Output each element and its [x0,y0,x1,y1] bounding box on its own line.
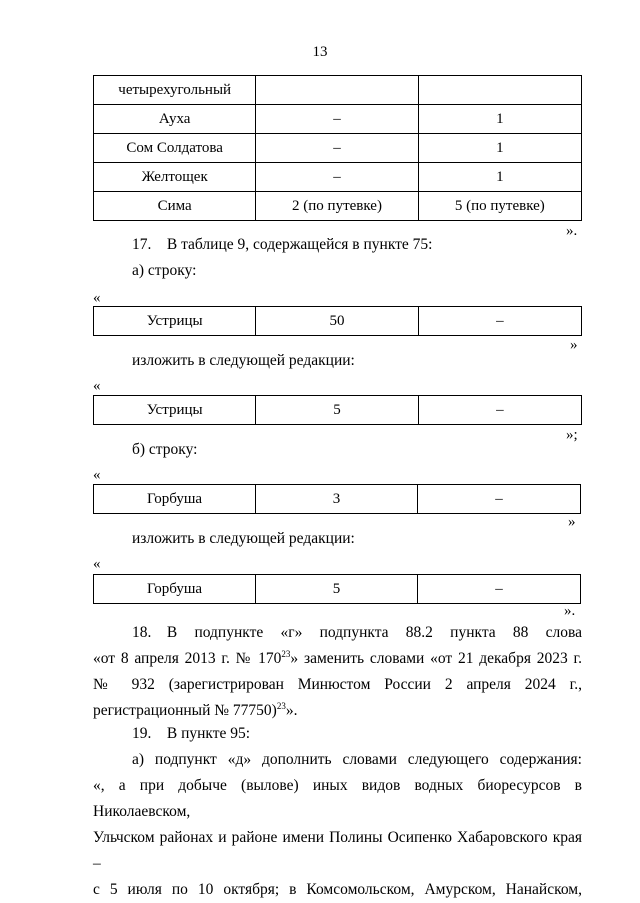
table-row [94,575,581,604]
table-row [94,134,582,163]
table-cell: Желтощек [94,163,256,192]
closing-quote: » [568,514,576,530]
table-cell: Горбуша [94,485,256,514]
item-19-heading: 19. В пункте 95: [132,725,251,742]
table-cell: – [418,396,581,425]
table-cell: Сом Солдатова [94,134,256,163]
table-cell: 3 [256,485,418,514]
footnote-ref: 23 [276,701,286,711]
table-cell: – [418,307,581,336]
closing-quote: ». [566,223,578,239]
closing-quote: »; [566,427,578,443]
table-cell: 2 (по путевке) [256,192,418,221]
table-row [94,485,581,514]
item-17b-label: б) строку: [132,441,198,458]
table-cell: – [418,575,581,604]
paragraph-line: № 932 (зарегистрирован Минюстом России 2 апреля 2024 г., [93,676,582,693]
table-row [94,396,582,425]
table-cell: 5 (по путевке) [418,192,581,221]
table-cell: 1 [418,134,581,163]
table-cell: Устрицы [94,307,256,336]
table-cell: Горбуша [94,575,256,604]
table-cell: – [256,105,418,134]
closing-quote: » [570,337,578,353]
opening-quote: « [93,290,101,306]
text-segment: регистрационный № 77750) [93,702,277,719]
table-row [94,307,582,336]
row-pink-salmon-old [93,484,581,514]
row-oysters-old [93,306,582,336]
paragraph-line: с 5 июля по 10 октября; в Комсомольском, Амурском, Нанайском, [93,881,582,898]
table-cell: 5 [256,575,418,604]
page-number: 13 [312,44,328,60]
paragraph-line: Ульчском районах и районе имени Полины Осипенко Хабаровского края – [93,829,582,872]
table-row [94,192,582,221]
opening-quote: « [93,378,101,394]
replace-label: изложить в следующей редакции: [132,352,355,369]
table-cell: 1 [418,163,581,192]
table-cell: – [256,134,418,163]
table-cell: – [256,163,418,192]
continuation-table [93,75,582,221]
text-segment: ». [285,702,298,719]
item-17-heading: 17. В таблице 9, содержащейся в пункте 75: [132,236,433,253]
table-cell: 50 [256,307,418,336]
paragraph-line: а) подпункт «д» дополнить словами следующего содержания: [132,751,582,768]
opening-quote: « [93,467,101,483]
table-cell [418,76,581,105]
table-cell: четырехугольный [94,76,256,105]
table-row [94,163,582,192]
table-cell: – [418,485,581,514]
paragraph-line [93,646,582,672]
table-cell: Устрицы [94,396,256,425]
closing-quote: ». [564,603,576,619]
row-oysters-new [93,395,582,425]
table-cell: Сима [94,192,256,221]
table-cell: 1 [418,105,581,134]
replace-label: изложить в следующей редакции: [132,530,355,547]
table-cell: Ауха [94,105,256,134]
table-row [94,76,582,105]
table-cell [256,76,418,105]
text-segment: » заменить словами «от 21 декабря 2023 г. [290,650,582,667]
table-cell: 5 [256,396,418,425]
item-17a-label: а) строку: [132,262,197,279]
paragraph-line: «, а при добыче (вылове) иных видов водных биоресурсов в Николаевском, [93,777,582,820]
item-18-paragraph [93,620,582,724]
row-pink-salmon-new [93,574,581,604]
paragraph-line: 18. В подпункте «г» подпункта 88.2 пункта 88 слова [132,624,582,641]
footnote-ref: 23 [281,649,291,659]
opening-quote: « [93,556,101,572]
table-row [94,105,582,134]
text-segment: «от 8 апреля 2013 г. № 170 [93,650,282,667]
item-19-paragraph [93,747,582,903]
